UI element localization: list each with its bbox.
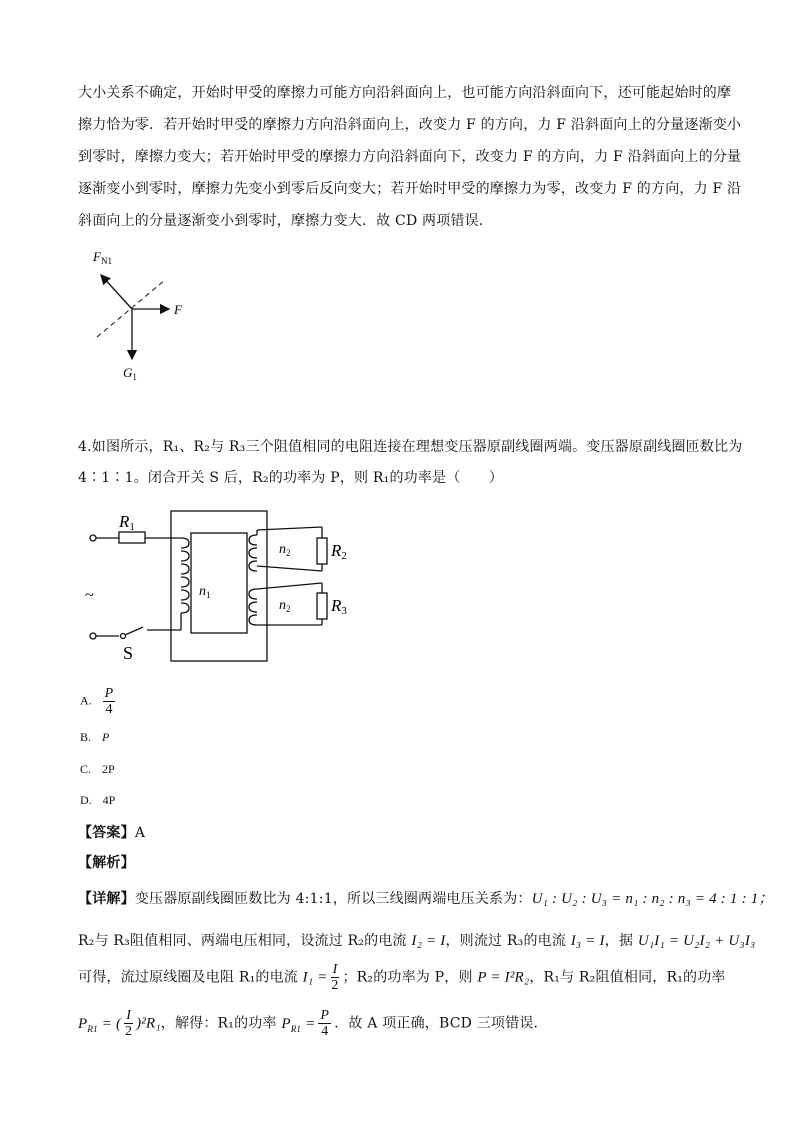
paragraph-line-5: 斜面向上的分量逐渐变小到零时，摩擦力变大．故 CD 两项错误． <box>78 213 494 229</box>
option-c-text: 2P <box>102 762 115 776</box>
detail-line-3 <box>78 962 726 993</box>
formula-pr1-numerator: I <box>126 1008 132 1023</box>
detail-line-1 <box>78 887 774 908</box>
question-line-1: 4.如图所示，R₁、R₂与 R₃三个阻值相同的电阻连接在理想变压器原副线圈两端。变压器原副线圈匝数比为 <box>78 439 743 455</box>
transformer-circuit <box>85 505 365 665</box>
option-d-text: 4P <box>102 793 116 807</box>
secondary-coil-1 <box>249 535 257 571</box>
detail-line-3-c: ，R₁与 R₂阻值相同，R₁的功率 <box>529 969 726 986</box>
detail-line-4-a: ，解得：R₁的功率 <box>160 1015 277 1032</box>
label-r2: R2 <box>331 541 347 562</box>
formula-pr1-result-numerator: P <box>320 1008 330 1023</box>
option-d[interactable] <box>80 793 115 808</box>
formula-pr1-result: $P_{R1}$ = <box>281 1015 316 1034</box>
detail-line-3-b: ；R₂的功率为 P，则 <box>342 969 473 986</box>
detail-line-3-a: 可得，流过原线圈及电阻 R₁的电流 <box>78 969 299 986</box>
option-b-text: P <box>102 730 110 744</box>
label-g: $G_1$ <box>123 365 137 382</box>
switch-s[interactable] <box>125 627 143 635</box>
option-d-letter: D. <box>80 793 92 807</box>
formula-i2: I₂ = I <box>411 933 446 949</box>
detail-line-2-c: ，据 <box>604 933 634 949</box>
option-a-numerator: P <box>104 686 114 701</box>
transformer-core-inner <box>191 533 247 633</box>
normal-force-arrow <box>101 275 132 309</box>
resistor-r2 <box>317 538 327 564</box>
terminal-top <box>90 535 96 541</box>
label-n2-bottom: $n_2$ <box>279 598 291 614</box>
formula-i3: I₃ = I <box>570 933 605 949</box>
detail-label: 【详解】 <box>78 891 135 907</box>
detail-line-2 <box>78 930 755 950</box>
option-c-letter: C. <box>80 762 92 776</box>
label-f: F <box>174 302 182 317</box>
label-ac-source: ~ <box>85 587 94 604</box>
option-b[interactable] <box>80 730 109 745</box>
secondary-coil-2 <box>249 589 257 625</box>
label-n1: $n_1$ <box>199 584 211 600</box>
label-fn: $F_{N1}$ <box>93 249 112 266</box>
answer-line <box>78 822 145 842</box>
option-c[interactable] <box>80 762 115 777</box>
formula-p-r2: P = I²R₂ <box>477 969 530 986</box>
detail-line-2-b: ，则流过 R₃的电流 <box>445 933 567 949</box>
force-diagram <box>85 245 205 385</box>
answer-label: 【答案】 <box>78 825 135 841</box>
formula-power-balance: U₁I₁ = U₂I₂ + U₃I₃ <box>637 933 756 949</box>
detail-line-1-text: 变压器原副线圈匝数比为 4:1:1，所以三线圈两端电压关系为： <box>134 891 532 907</box>
answer-value: A <box>134 825 146 841</box>
detail-line-4 <box>78 1008 548 1039</box>
label-switch: S <box>123 643 134 663</box>
paragraph-line-4: 逐渐变小到零时，摩擦力先变小到零后反向变大；若开始时甲受的摩擦力为零，改变力 F 的方向，力 F 沿 <box>78 181 742 197</box>
paragraph-line-2: 擦力恰为零．若开始时甲受的摩擦力方向沿斜面向上，改变力 F 的方向，力 F 沿斜面向上的分量逐渐变小 <box>78 117 742 133</box>
paragraph-line-1: 大小关系不确定，开始时甲受的摩擦力可能方向沿斜面向上，也可能方向沿斜面向下，还可能起始时的摩 <box>78 85 732 101</box>
label-r1: R1 <box>119 512 135 533</box>
option-a[interactable] <box>80 686 118 717</box>
formula-i1-numerator: I <box>332 962 338 977</box>
formula-pr1-denominator: 2 <box>125 1024 133 1039</box>
option-a-letter: A. <box>80 693 92 708</box>
voltage-ratio-formula: U₁ : U₂ : U₃ = n₁ : n₂ : n₃ = 4 : 1 : 1； <box>531 891 774 907</box>
question-line-2: 4∶1∶1。闭合开关 S 后，R₂的功率为 P，则 R₁的功率是（ ） <box>78 470 504 486</box>
option-b-letter: B. <box>80 730 92 744</box>
terminal-bottom <box>90 633 96 639</box>
label-r3: R3 <box>331 596 347 617</box>
option-a-denominator: 4 <box>105 702 113 717</box>
primary-coil <box>181 538 189 613</box>
formula-pr1-right: )²R₁ <box>136 1015 161 1032</box>
formula-i1-denominator: 2 <box>331 978 339 993</box>
formula-pr1-result-denominator: 4 <box>321 1024 329 1039</box>
resistor-r3 <box>317 593 327 619</box>
analysis-line <box>78 852 135 872</box>
formula-pr1: $P_{R1}$ = ( <box>78 1015 122 1034</box>
paragraph-line-3: 到零时，摩擦力变大；若开始时甲受的摩擦力方向沿斜面向下，改变力 F 的方向，力 F 沿斜面向上的分量 <box>78 149 742 165</box>
detail-line-4-b: ．故 A 项正确，BCD 三项错误． <box>334 1015 548 1032</box>
formula-i1-left: I₁ = <box>302 969 328 986</box>
resistor-r1 <box>119 532 145 543</box>
analysis-label: 【解析】 <box>78 855 135 871</box>
label-n2-top: $n_2$ <box>279 542 291 558</box>
detail-line-2-a: R₂与 R₃阻值相同、两端电压相同，设流过 R₂的电流 <box>78 933 407 949</box>
